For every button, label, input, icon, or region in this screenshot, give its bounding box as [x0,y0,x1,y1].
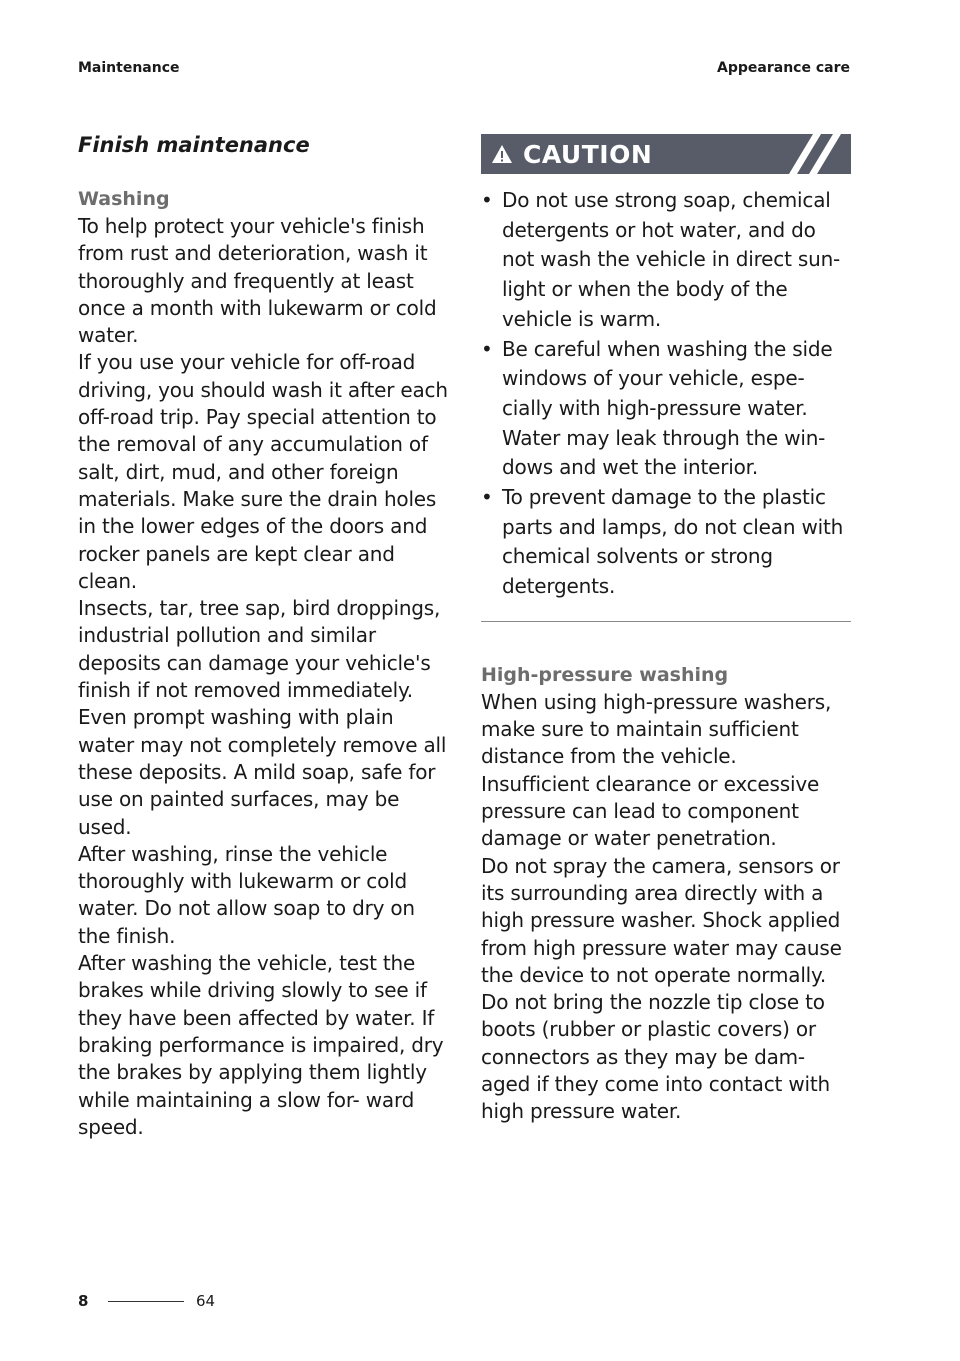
washing-paragraph: Insects, tar, tree sap, bird droppings, industrial pollution and similar deposits can damage your vehicle's finish if not removed immediately. Even prompt washing with plain water may not completely remove all these deposits. A mild soap, safe for use on painted surfaces, may be used. [78,596,447,839]
high-pressure-paragraph: Do not bring the nozzle tip close to boots (rubber or plastic covers) or connectors as they may be dam- aged if they come into contact with high pressure water. [481,990,830,1124]
section-title: Finish maintenance [78,133,310,157]
high-pressure-subtitle: High-pressure washing [481,663,729,686]
running-header-topic: Appearance care [717,60,850,76]
washing-paragraph: If you use your vehicle for off-road driving, you should wash it after each off-road trip. Pay special attention to the removal of any accumulation of salt, dirt, mud, and other foreign materials. Make sure the drain holes in the lower edges of the doors and rocker panels are kept clear and clean. [78,350,448,593]
warning-triangle-icon [491,143,513,165]
caution-label: CAUTION [523,139,653,169]
caution-item: • Be careful when washing the side windows of your vehicle, espe- cially with high-pressure water. Water may leak through the win- dows and wet the interior. [481,336,833,480]
washing-paragraph: After washing the vehicle, test the brakes while driving slowly to see if they have been affected by water. If braking performance is impaired, dry the brakes by applying them lightly while maintaining a slow for- ward speed. [78,951,444,1139]
washing-paragraph: To help protect your vehicle's finish from rust and deterioration, wash it thoroughly and frequently at least once a month with lukewarm or cold water. [78,214,437,348]
high-pressure-paragraph: When using high-pressure washers, make sure to maintain sufficient distance from the vehicle. [481,689,832,769]
page-number: 64 [196,1292,216,1310]
caution-item: • Do not use strong soap, chemical detergents or hot water, and do not wash the vehicle in direct sun- light or when the body of the vehicle is warm. [481,188,841,331]
caution-banner [481,134,851,174]
footer-rule [108,1301,184,1302]
high-pressure-section [481,662,851,1126]
washing-subtitle: Washing [78,188,170,210]
page-footer [78,1292,215,1310]
running-header-section: Maintenance [78,60,180,76]
caution-stripes-decoration [789,134,851,174]
right-column [481,134,851,1126]
high-pressure-paragraph: Insufficient clearance or excessive pressure can lead to component damage or water penetration. [481,771,820,851]
washing-paragraph: After washing, rinse the vehicle thoroughly with lukewarm or cold water. Do not allow soap to dry on the finish. [78,841,415,948]
caution-list [481,186,851,602]
caution-item: • To prevent damage to the plastic parts and lamps, do not clean with chemical solvents or strong detergents. [481,485,844,599]
high-pressure-paragraph: Do not spray the camera, sensors or its surrounding area directly with a high pressure washer. Shock applied from high pressure water may cause the device to not operate normally. [481,853,842,987]
left-column [78,130,450,1141]
chapter-number: 8 [78,1292,89,1310]
caution-divider [481,621,851,622]
